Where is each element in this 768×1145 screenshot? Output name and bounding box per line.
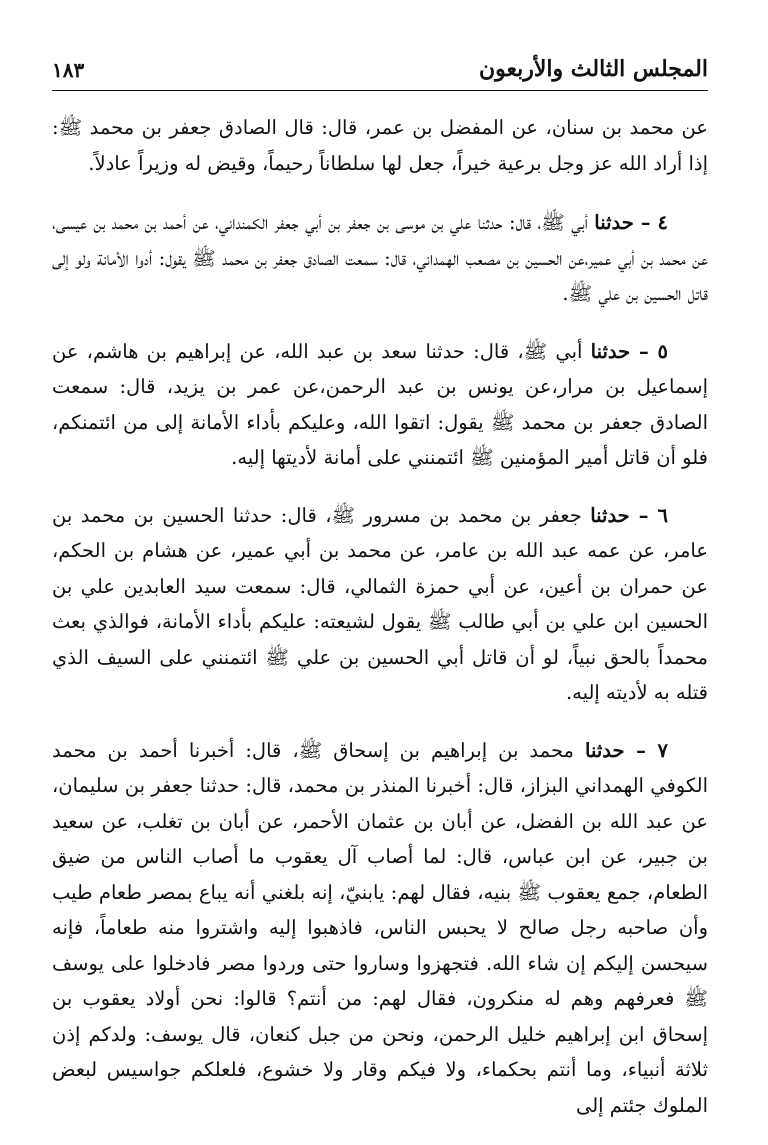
- paragraph-continuation: [52, 110, 708, 181]
- hadith-7: [52, 733, 708, 1124]
- chapter-title: المجلس الثالث والأربعون: [478, 56, 708, 82]
- hadith-4: [52, 205, 708, 312]
- page-number: ١٨٣: [52, 58, 85, 82]
- hadith-lead: ٥ – حدثنا: [590, 339, 668, 363]
- hadith-5: [52, 334, 708, 476]
- paragraph-text: محمد بن إبراهيم بن إسحاق ﷺ، قال: أخبرنا أحمد بن محمد الكوفي الهمداني البزاز، قال: أخبرنا المنذر بن محمد، قال: حدثنا جعفر بن سليمان، عن عبد الله بن الفضل، عن أبان بن عثمان الأحمر، عن أبان بن تغلب، عن سعيد بن جبير، عن ابن عباس، قال: لما أصاب آل يعقوب ما أصاب الناس من ضيق الطعام، جمع يعقوب ﷺ بنيه، فقال لهم: يابنيّ، إنه بلغني أنه يباع بمصر طعام طيب وأن صاحبه رجل صالح لا يحبس الناس، فاذهبوا إليه واشتروا منه طعاماً، فإنه سيحسن إليكم إن شاء الله. فتجهزوا وساروا حتى وردوا مصر فادخلوا على يوسف ﷺ فعرفهم وهم له منكرون، فقال لهم: من أنتم؟ قالوا: نحن أولاد يعقوب بن إسحاق ابن إبراهيم خليل الرحمن، ونحن من جبل كنعان، قال يوسف: ولدكم إذن ثلاثة أنبياء، وما أنتم بحكماء، ولا فيكم وقار ولا خشوع، فلعلكم جواسيس لبعض الملوك جئتم إلى: [52, 738, 708, 1117]
- running-head: [52, 50, 708, 91]
- body-text: [52, 110, 708, 1145]
- hadith-lead: ٦ – حدثنا: [590, 503, 668, 527]
- paragraph-text: أبي ﷺ، قال: حدثنا علي بن موسى بن جعفر بن أبي جعفر الكمنداني، عن أحمد بن محمد بن عيسى، عن محمد بن أبي عمير،عن الحسين بن مصعب الهمداني، قال: سمعت الصادق جعفر بن محمد ﷺ يقول: أدوا الأمانة ولو إلى قاتل الحسين بن علي ﷺ.: [52, 211, 708, 305]
- paragraph-text: جعفر بن محمد بن مسرور ﷺ، قال: حدثنا الحسين بن محمد بن عامر، عن عمه عبد الله بن عامر، عن محمد بن أبي عمير، عن هشام بن الحكم، عن حمران بن أعين، عن أبي حمزة الثمالي، قال: سمعت سيد العابدين علي بن الحسين ابن علي بن أبي طالب ﷺ يقول لشيعته: عليكم بأداء الأمانة، فوالذي بعث محمداً بالحق نبياً، لو أن قاتل أبي الحسين بن علي ﷺ ائتمنني على السيف الذي قتله به لأديته إليه.: [52, 503, 708, 704]
- paragraph-text: عن محمد بن سنان، عن المفضل بن عمر، قال: قال الصادق جعفر بن محمد ﷺ: إذا أراد الله عز وجل برعية خيراً، جعل لها سلطاناً رحيماً، وقيض له وزيراً عادلاً.: [52, 116, 708, 175]
- hadith-lead: ٧ – حدثنا: [585, 738, 669, 762]
- hadith-lead: ٤ – حدثنا: [594, 211, 668, 234]
- paragraph-text: أبي ﷺ، قال: حدثنا سعد بن عبد الله، عن إبراهيم بن هاشم، عن إسماعيل بن مرار،عن يونس بن عبد الرحمن،عن عمر بن يزيد، قال: سمعت الصادق جعفر بن محمد ﷺ يقول: اتقوا الله، وعليكم بأداء الأمانة إلى من ائتمنكم، فلو أن قاتل أمير المؤمنين ﷺ ائتمنني على أمانة لأديتها إليه.: [52, 339, 708, 469]
- hadith-6: [52, 498, 708, 711]
